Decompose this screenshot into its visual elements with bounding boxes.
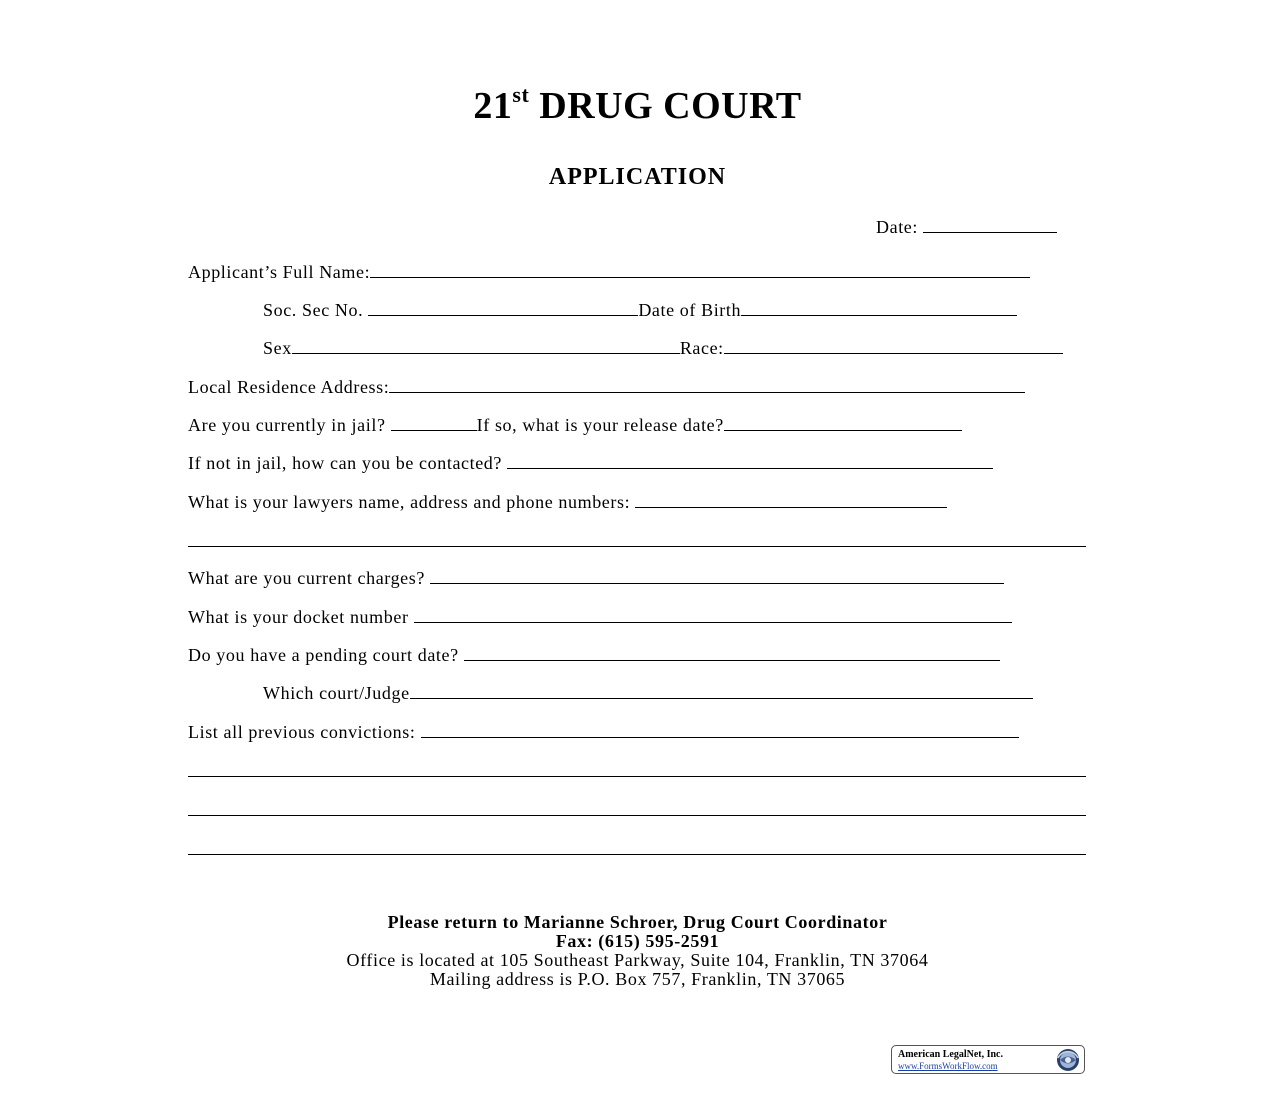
date-label: Date: [876, 217, 918, 237]
full-name-row [188, 261, 1030, 283]
lawyer-row [188, 491, 947, 513]
title-text: DRUG COURT [539, 85, 802, 127]
convictions-field[interactable] [421, 721, 1019, 738]
pending-row [188, 644, 1000, 666]
contact-label: If not in jail, how can you be contacted? [188, 453, 502, 473]
jail-field[interactable] [391, 414, 477, 431]
lawyer-row-2 [188, 530, 1086, 552]
charges-label: What are you current charges? [188, 568, 425, 588]
contact-field[interactable] [507, 452, 993, 469]
race-field[interactable] [724, 337, 1063, 354]
legalnet-badge [891, 1045, 1085, 1074]
mailing-line: Mailing address is P.O. Box 757, Franklin, TN 37065 [429, 969, 846, 989]
pending-field[interactable] [464, 644, 1000, 661]
residence-row [188, 376, 1025, 398]
office-line: Office is located at 105 Southeast Parkway, Suite 104, Franklin, TN 37064 [346, 950, 929, 970]
convictions-row [188, 721, 1019, 743]
lawyer-field[interactable] [635, 491, 947, 508]
dob-field[interactable] [741, 299, 1017, 316]
title-suffix: st [512, 82, 530, 107]
court-judge-field[interactable] [410, 682, 1033, 699]
convictions-row-4 [188, 838, 1086, 860]
lawyer-field-2[interactable] [188, 530, 1086, 547]
ssn-label: Soc. Sec No. [263, 300, 364, 320]
date-field[interactable] [923, 216, 1057, 233]
convictions-field-4[interactable] [188, 838, 1086, 855]
jail-label: Are you currently in jail? [188, 415, 386, 435]
badge-company: American LegalNet, Inc. [898, 1049, 1003, 1060]
release-date-field[interactable] [724, 414, 962, 431]
residence-label: Local Residence Address: [188, 377, 390, 397]
title-number: 21 [473, 85, 513, 127]
release-label: If so, what is your release date? [476, 415, 724, 435]
dob-label: Date of Birth [638, 300, 742, 320]
badge-url-link[interactable]: www.FormsWorkFlow.com [898, 1061, 998, 1071]
globe-logo-icon [1056, 1048, 1080, 1072]
convictions-field-2[interactable] [188, 760, 1086, 777]
return-instructions [0, 913, 1275, 989]
sex-field[interactable] [292, 337, 680, 354]
convictions-row-2 [188, 760, 1086, 782]
residence-field[interactable] [389, 376, 1025, 393]
return-line: Please return to Marianne Schroer, Drug Court Coordinator [387, 912, 888, 932]
lawyer-label: What is your lawyers name, address and phone numbers: [188, 492, 631, 512]
full-name-field[interactable] [370, 261, 1030, 278]
fax-line: Fax: (615) 595-2591 [555, 931, 720, 951]
date-row [876, 216, 1057, 238]
form-subtitle: APPLICATION [548, 164, 727, 190]
ssn-field[interactable] [368, 299, 638, 316]
contact-row [188, 452, 993, 474]
charges-row [188, 567, 1004, 589]
docket-label: What is your docket number [188, 607, 409, 627]
jail-row [188, 414, 962, 436]
sex-label: Sex [263, 338, 292, 358]
convictions-row-3 [188, 799, 1086, 821]
pending-label: Do you have a pending court date? [188, 645, 459, 665]
docket-row [188, 606, 1012, 628]
form-title [0, 84, 1275, 128]
docket-field[interactable] [414, 606, 1012, 623]
court-judge-row [263, 682, 1033, 704]
race-label: Race: [679, 338, 724, 358]
sex-race-row [263, 337, 1063, 359]
charges-field[interactable] [430, 567, 1004, 584]
court-judge-label: Which court/Judge [263, 683, 410, 703]
ssn-dob-row [263, 299, 1017, 321]
convictions-label: List all previous convictions: [188, 722, 416, 742]
convictions-field-3[interactable] [188, 799, 1086, 816]
full-name-label: Applicant’s Full Name: [188, 262, 371, 282]
